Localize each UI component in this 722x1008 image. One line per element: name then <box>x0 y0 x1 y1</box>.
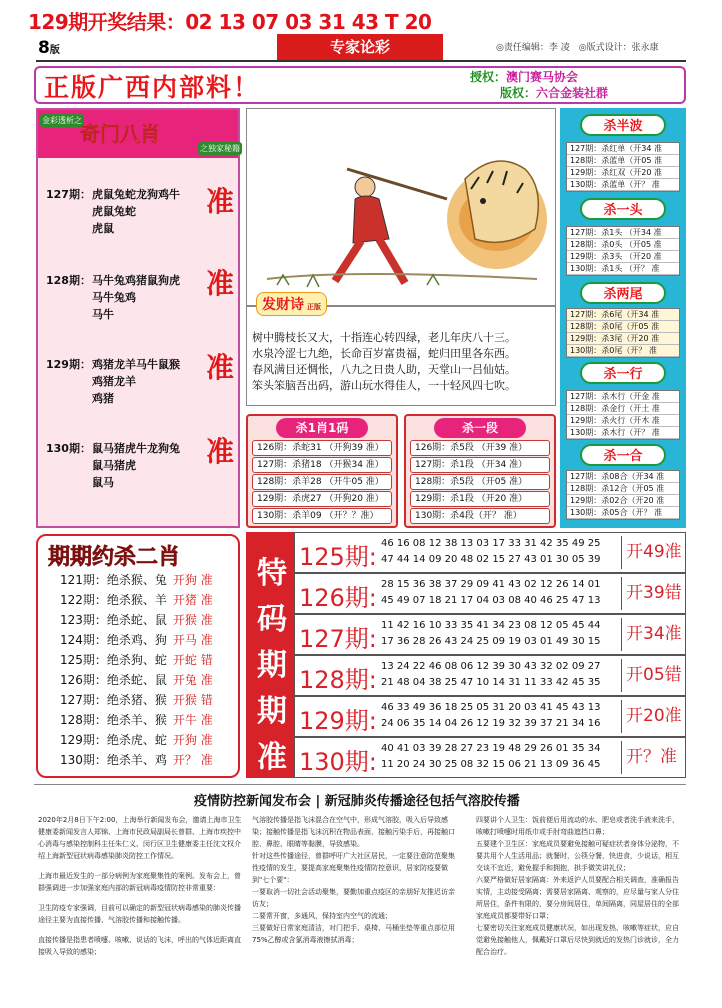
news-column <box>252 814 458 946</box>
tema-numbers-line: 11 20 24 30 25 08 32 15 06 21 13 09 36 45 <box>381 759 601 770</box>
qimen-line: 虎鼠兔蛇龙狗鸡牛 <box>92 188 180 201</box>
qiqi-row-result: 开猴 准 <box>172 613 213 627</box>
news-paragraph: 三要做好日常家庭清洁，对门把手、桌椅、马桶坐垫等重点部位用75%乙醇或含氯消毒液擦拭消毒； <box>252 924 455 944</box>
rights-value: 六合金装社群 <box>536 86 609 100</box>
tema-numbers-line: 11 42 16 10 33 35 41 34 23 08 12 05 45 44 <box>381 620 601 631</box>
poem-line: 水泉冷涩七九绝，长命百岁富贵福，蛇归田里各东西。 <box>252 347 516 360</box>
kill-one-code-row: 129期：杀虎27 （开狗20 准） <box>252 491 392 507</box>
qiqi-row <box>60 732 213 749</box>
poem-lines <box>252 330 554 394</box>
kill-one-code-row: 127期：杀猪18 （开猴34 准） <box>252 457 392 473</box>
page-number-suffix: 版 <box>49 45 60 56</box>
group-row: 127期：杀6尾（开34 准 <box>567 309 679 321</box>
tema-period: 128期: <box>299 666 377 694</box>
tema-period: 125期: <box>299 543 377 571</box>
qimen-line: 马牛兔鸡 <box>92 291 136 304</box>
qimen-line: 虎鼠兔蛇 <box>92 205 136 218</box>
group-row: 127期：杀木行（开金 准 <box>567 391 679 403</box>
tema-numbers-line: 45 49 07 18 21 17 04 03 08 40 46 25 47 13 <box>381 595 601 606</box>
qimen-period: 127期： <box>46 188 91 201</box>
tema-label-char: 准 <box>257 740 287 775</box>
tema-result: 开39错 <box>621 577 687 610</box>
qimen-line: 鸡猪龙羊 <box>92 375 136 388</box>
group-row: 127期：杀1头 （开34 准 <box>567 227 679 239</box>
news-column <box>476 814 682 958</box>
qiqi-title: 期期约杀二肖 <box>48 545 181 570</box>
tema-label-char: 期 <box>257 694 287 729</box>
qimen-line: 鼠马 <box>92 476 114 489</box>
tema-period: 130期: <box>299 748 377 776</box>
qiqi-row-text: 127期：绝杀猪、猴 <box>60 693 167 707</box>
qimen-period: 128期： <box>46 274 91 287</box>
qiqi-row-result: 开蛇 错 <box>172 653 213 667</box>
qimen-mark: 准 <box>206 267 235 300</box>
tema-numbers <box>381 536 617 568</box>
kill-segment-title: 杀一段 <box>434 418 526 438</box>
tema-result: 开？准 <box>621 741 687 774</box>
qiqi-row <box>60 752 213 769</box>
tema-numbers-line: 28 15 36 38 37 29 09 41 43 02 12 26 14 01 <box>381 579 601 590</box>
qiqi-row-result: 开兔 准 <box>172 673 213 687</box>
news-paragraph: 六要严格做好居家隔离：外来返沪人员要配合相关调查，准确报告实情，主动接受隔离；需要居家隔离、观察的，应尽量与家人分住所居住，条件有限的，要分房间居住，单间隔离，同屋居住的全部家庭成员都要带好口罩； <box>476 876 679 920</box>
qiqi-row <box>60 712 213 729</box>
tema-period: 129期: <box>299 707 377 735</box>
poem-badge-sub: 正版 <box>307 303 321 311</box>
page-number-value: 8 <box>38 38 50 58</box>
news-paragraph: 卫生防疫专家强调，目前可以确定的新型冠状病毒感染的肺炎传播途径主要为直接传播、气溶胶传播和接触传播。 <box>38 904 241 924</box>
qiqi-row-result: 开牛 准 <box>172 713 213 727</box>
kill-segment-row: 128期：杀5段 （开05 准） <box>410 474 550 490</box>
group-row: 128期：杀0头 （开05 准 <box>567 239 679 251</box>
group-title: 杀一合 <box>580 444 666 466</box>
news-paragraph: 2020年2月8日下午2:00，上海举行新闻发布会，邀请上海市卫生健康委新闻发言人郑锦、上海市民政局副局长曾群、上海市疾控中心消毒与感染控制科主任朱仁义、闵行区卫生健康委主任沈文权介绍上海新型冠状病毒感染肺炎防控工作情况。 <box>38 816 242 860</box>
news-paragraph: 气溶胶传播是指飞沫混合在空气中，形成气溶胶，吸入后导致感染；接触传播是指飞沫沉积在物品表面，接触污染手后，再接触口腔、鼻腔、眼睛等黏膜，导致感染。 <box>252 816 455 848</box>
group-row: 129期：杀红双（开20 准 <box>567 167 679 179</box>
qiqi-row <box>60 632 213 649</box>
qiqi-row-text: 129期：绝杀虎、蛇 <box>60 733 167 747</box>
tema-row <box>294 737 686 778</box>
auth-label: 授权： <box>470 70 507 84</box>
qiqi-row-result: 开狗 准 <box>172 733 213 747</box>
draw-result-headline: 129期开奖结果：02 13 07 03 31 43 T 20 <box>28 10 432 34</box>
qiqi-row <box>60 592 213 609</box>
kill-one-code-row: 126期：杀蛇31 （开狗39 准） <box>252 440 392 456</box>
tema-numbers-line: 24 06 35 14 04 26 12 19 32 39 37 21 34 16 <box>381 718 601 729</box>
kill-segment-row: 126期：杀5段 （开39 准） <box>410 440 550 456</box>
news-paragraph: 上海市最近发生的一部分病例为家庭聚集性的案例。发布会上，曾群强调进一步加强家庭内部的新冠病毒疫情防控非常重要： <box>38 872 241 892</box>
qiqi-row-text: 122期：绝杀猴、羊 <box>60 593 167 607</box>
tema-numbers-line: 40 41 03 39 28 27 23 19 48 29 26 01 35 34 <box>381 743 601 754</box>
illustration-image <box>247 109 555 305</box>
group-row: 129期：杀3头 （开20 准 <box>567 251 679 263</box>
tema-row <box>294 655 686 696</box>
group-body <box>566 142 680 192</box>
group-body <box>566 390 680 440</box>
section-title: 专家论彩 <box>277 34 443 60</box>
qiqi-row-result: 开？ 准 <box>172 753 213 767</box>
tema-row <box>294 573 686 614</box>
qimen-mark: 准 <box>206 185 235 218</box>
qiqi-row-result: 开猪 准 <box>172 593 213 607</box>
group-row: 128期：杀蓝单（开05 准 <box>567 155 679 167</box>
news-paragraph: 直接传播是指患者喷嚏、咳嗽、说话的飞沫，呼出的气体近距离直接吸入导致的感染； <box>38 936 241 956</box>
tema-row <box>294 696 686 737</box>
tema-numbers-line: 46 33 49 36 18 25 05 31 20 03 41 45 43 13 <box>381 702 601 713</box>
group-row: 127期：杀红单（开34 准 <box>567 143 679 155</box>
rights-label: 版权： <box>500 86 537 100</box>
news-paragraph: 针对这些传播途径，曾群呼吁广大社区居民，一定要注意防范聚集性疫情的发生，要提高家庭聚集性疫情防控意识，居家防疫要做到"七个要"： <box>252 852 455 884</box>
qimen-line: 鸡猪龙羊马牛鼠猴 <box>92 358 180 371</box>
tema-numbers <box>381 700 617 732</box>
qimen-tag-left: 金彩透析之 <box>42 116 82 125</box>
qimen-line: 马牛兔鸡猪鼠狗虎 <box>92 274 180 287</box>
news-headline: 疫情防控新闻发布会 | 新冠肺炎传播途径包括气溶胶传播 <box>194 794 520 809</box>
qiqi-row-text: 130期：绝杀羊、鸡 <box>60 753 167 767</box>
banner-title: 正版广西内部料！ <box>44 73 261 102</box>
group-row: 130期：杀05合（开？ 准 <box>567 507 679 519</box>
qimen-line: 鼠马猪虎牛龙狗兔 <box>92 442 180 455</box>
tema-numbers <box>381 659 617 691</box>
tema-numbers-line: 17 36 28 26 43 24 25 09 19 03 01 49 30 15 <box>381 636 601 647</box>
qiqi-row <box>60 672 213 689</box>
tema-numbers-line: 46 16 08 12 38 13 03 17 33 31 42 35 49 25 <box>381 538 601 549</box>
qiqi-row-result: 开马 准 <box>172 633 213 647</box>
group-row: 129期：杀火行（开木 准 <box>567 415 679 427</box>
group-title: 杀一头 <box>580 198 666 220</box>
illustration-panel <box>246 108 556 306</box>
tema-row <box>294 614 686 655</box>
poem-badge <box>256 292 327 316</box>
tema-numbers <box>381 577 617 609</box>
news-paragraph: 一要取消一切社会活动聚集，要勤加重点疫区的亲朋好友推迟访亲访友； <box>252 888 455 908</box>
group-row: 130期：杀木行（开？ 准 <box>567 427 679 439</box>
qimen-title: 奇门八肖 <box>80 122 160 146</box>
qimen-period: 130期： <box>46 442 91 455</box>
qiqi-row-text: 128期：绝杀羊、猴 <box>60 713 167 727</box>
editor-credits: ◎责任编辑：李 凌 ◎版式设计：张永康 <box>496 43 659 53</box>
news-paragraph: 五要建个卫生区：家庭成员要避免接触可疑症状者身体分泌物，不要共用个人生活用品；就餐时，公筷分餐，快进食，少说话，相互交谈不宜近，避免握手和拥抱，拱手微笑讲礼仪； <box>476 840 679 872</box>
group-body <box>566 226 680 276</box>
kill-segment-row: 130期：杀4段（开？ 准） <box>410 508 550 524</box>
tema-period: 126期: <box>299 584 377 612</box>
qimen-period: 129期： <box>46 358 91 371</box>
group-body <box>566 470 680 520</box>
qimen-line: 马牛 <box>92 308 114 321</box>
kill-segment-row: 127期：杀1段 （开34 准） <box>410 457 550 473</box>
poem-line: 春风满目还惆怅，八九之日贵人助，天堂山一吕仙姑。 <box>252 363 516 376</box>
kill-one-code-row: 128期：杀羊28 （开牛05 准） <box>252 474 392 490</box>
tema-numbers <box>381 618 617 650</box>
tema-result: 开05错 <box>621 659 687 692</box>
news-paragraph: 七要密切关注家庭成员健康状况，如出现发热、咳嗽等症状，应自觉避免接触他人，佩戴好口罩后尽快到就近的发热门诊就诊，全力配合治疗。 <box>476 924 679 956</box>
news-paragraph: 四要讲个人卫生：饭前便后用流动的水、肥皂或者洗手液来洗手，咳嗽打喷嚏时用纸巾或手肘弯曲遮挡口鼻； <box>476 816 679 836</box>
group-row: 128期：杀金行（开土 准 <box>567 403 679 415</box>
qiqi-row-text: 126期：绝杀蛇、鼠 <box>60 673 167 687</box>
rights-line <box>500 84 608 101</box>
tema-numbers-line: 13 24 22 46 08 06 12 39 30 43 32 02 09 27 <box>381 661 601 672</box>
tema-period: 127期: <box>299 625 377 653</box>
tema-result: 开34准 <box>621 618 687 651</box>
news-divider <box>34 784 686 785</box>
qimen-line: 鸡猪 <box>92 392 114 405</box>
qimen-tag-right: 之独家秘籍 <box>200 144 240 153</box>
kill-one-code-row: 130期：杀羊09 （开？？准） <box>252 508 392 524</box>
qiqi-row <box>60 572 213 589</box>
poem-line: 树中腾枝长又大，十指连心转四绿，老儿年庆八十三。 <box>252 331 516 344</box>
group-row: 128期：杀0尾（开05 准 <box>567 321 679 333</box>
group-row: 127期：杀08合（开34 准 <box>567 471 679 483</box>
qiqi-row-result: 开狗 准 <box>172 573 213 587</box>
group-body <box>566 308 680 358</box>
tema-label-char: 码 <box>257 602 287 637</box>
qimen-mark: 准 <box>206 351 235 384</box>
qiqi-row <box>60 652 213 669</box>
group-row: 130期：杀1头 （开？ 准 <box>567 263 679 275</box>
qimen-mark: 准 <box>206 435 235 468</box>
kill-one-code-title: 杀1肖1码 <box>276 418 368 438</box>
tema-label-char: 期 <box>257 648 287 683</box>
news-column <box>38 814 244 958</box>
group-row: 129期：杀3尾（开20 准 <box>567 333 679 345</box>
authorization-line <box>470 68 578 85</box>
group-title: 杀两尾 <box>580 282 666 304</box>
group-title: 杀一行 <box>580 362 666 384</box>
tema-result: 开20准 <box>621 700 687 733</box>
group-title: 杀半波 <box>580 114 666 136</box>
group-row: 129期：杀02合（开20 准 <box>567 495 679 507</box>
tema-result: 开49准 <box>621 536 687 569</box>
tema-row <box>294 532 686 573</box>
qimen-line: 虎鼠 <box>92 222 114 235</box>
qiqi-row-result: 开猴 错 <box>172 693 213 707</box>
tema-numbers <box>381 741 617 773</box>
qiqi-row-text: 125期：绝杀狗、蛇 <box>60 653 167 667</box>
news-paragraph: 二要常开窗，多通风，保持室内空气的流通； <box>252 912 392 920</box>
qimen-line: 鼠马猪虎 <box>92 459 136 472</box>
group-row: 130期：杀蓝单（开？ 准 <box>567 179 679 191</box>
qiqi-row-text: 124期：绝杀鸡、狗 <box>60 633 167 647</box>
tema-numbers-line: 47 44 14 09 20 48 02 15 27 43 01 30 05 39 <box>381 554 601 565</box>
group-row: 128期：杀12合（开05 准 <box>567 483 679 495</box>
qiqi-row-text: 121期：绝杀猴、兔 <box>60 573 167 587</box>
kill-segment-row: 129期：杀1段 （开20 准） <box>410 491 550 507</box>
poem-badge-text: 发财诗 <box>262 297 304 313</box>
tema-numbers-line: 21 48 04 38 25 47 10 14 31 11 33 42 45 35 <box>381 677 601 688</box>
qiqi-row <box>60 612 213 629</box>
header-divider <box>36 60 686 62</box>
tema-label-char: 特 <box>257 556 287 591</box>
qiqi-row <box>60 692 213 709</box>
auth-value: 澳门赛马协会 <box>506 70 579 84</box>
group-row: 130期：杀0尾（开？ 准 <box>567 345 679 357</box>
page-number <box>38 38 74 60</box>
poem-line: 笨头笨脑吾出码，游山玩水得佳人，一十轻风四七吹。 <box>252 379 516 392</box>
qiqi-row-text: 123期：绝杀蛇、鼠 <box>60 613 167 627</box>
